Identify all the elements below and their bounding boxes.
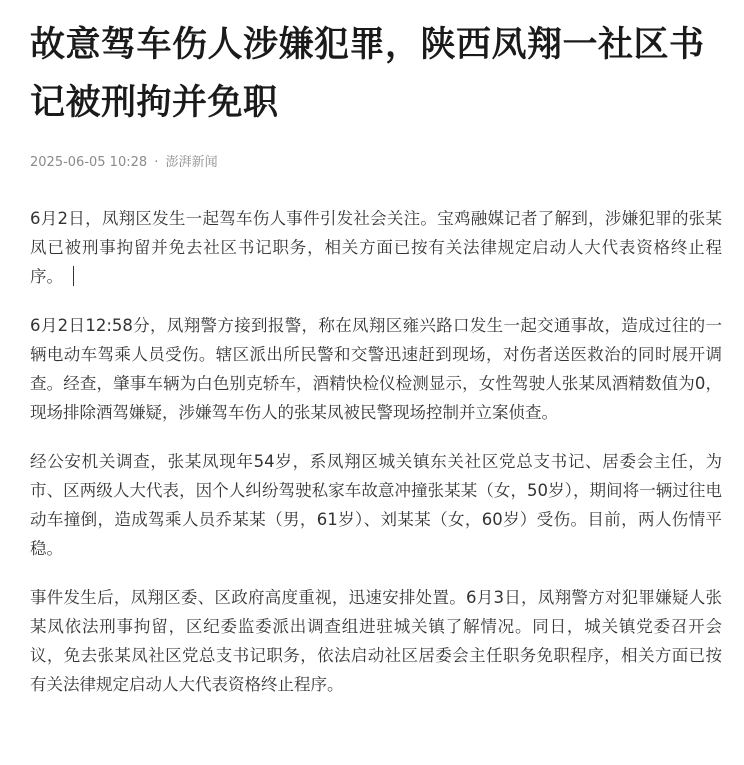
paragraph: 事件发生后，凤翔区委、区政府高度重视，迅速安排处置。6月3日，凤翔警方对犯罪嫌疑人张某凤依法刑事拘留，区纪委监委派出调查组进驻城关镇了解情况。同日，城关镇党委召开会议，免去张某凤社区党总支书记职务，依法启动社区居委会主任职务免职程序，相关方面已按有关法律规定启动人大代表资格终止程序。	[30, 588, 722, 694]
paragraph: 经公安机关调查，张某凤现年54岁，系凤翔区城关镇东关社区党总支书记、居委会主任，为市、区两级人大代表，因个人纠纷驾驶私家车故意冲撞张某某（女，50岁），期间将一辆过往电动车撞倒，造成驾乘人员乔某某（男，61岁）、刘某某（女，60岁）受伤。目前，两人伤情平稳。	[30, 452, 722, 558]
article-meta	[30, 154, 722, 172]
paragraph-text: 6月2日，凤翔区发生一起驾车伤人事件引发社会关注。宝鸡融媒记者了解到，涉嫌犯罪的张某凤已被刑事拘留并免去社区书记职务，相关方面已按有关法律规定启动人大代表资格终止程序。	[30, 209, 722, 286]
paragraph	[30, 204, 722, 291]
article-body	[30, 204, 722, 699]
article-title: 故意驾车伤人涉嫌犯罪，陕西凤翔一社区书记被刑拘并免职	[30, 25, 705, 123]
text-cursor	[73, 266, 74, 286]
publish-date: 2025-06-05 10:28	[30, 155, 148, 170]
source-name[interactable]: 澎湃新闻	[165, 155, 218, 170]
article	[30, 0, 722, 719]
paragraph: 6月2日12:58分，凤翔警方接到报警，称在凤翔区雍兴路口发生一起交通事故，造成过往的一辆电动车驾乘人员受伤。辖区派出所民警和交警迅速赶到现场，对伤者送医救治的同时展开调查。经查，肇事车辆为白色别克轿车，酒精快检仪检测显示，女性驾驶人张某凤酒精数值为0，现场排除酒驾嫌疑，涉嫌驾车伤人的张某凤被民警现场控制并立案侦查。	[30, 316, 722, 422]
meta-separator: ·	[154, 155, 159, 170]
